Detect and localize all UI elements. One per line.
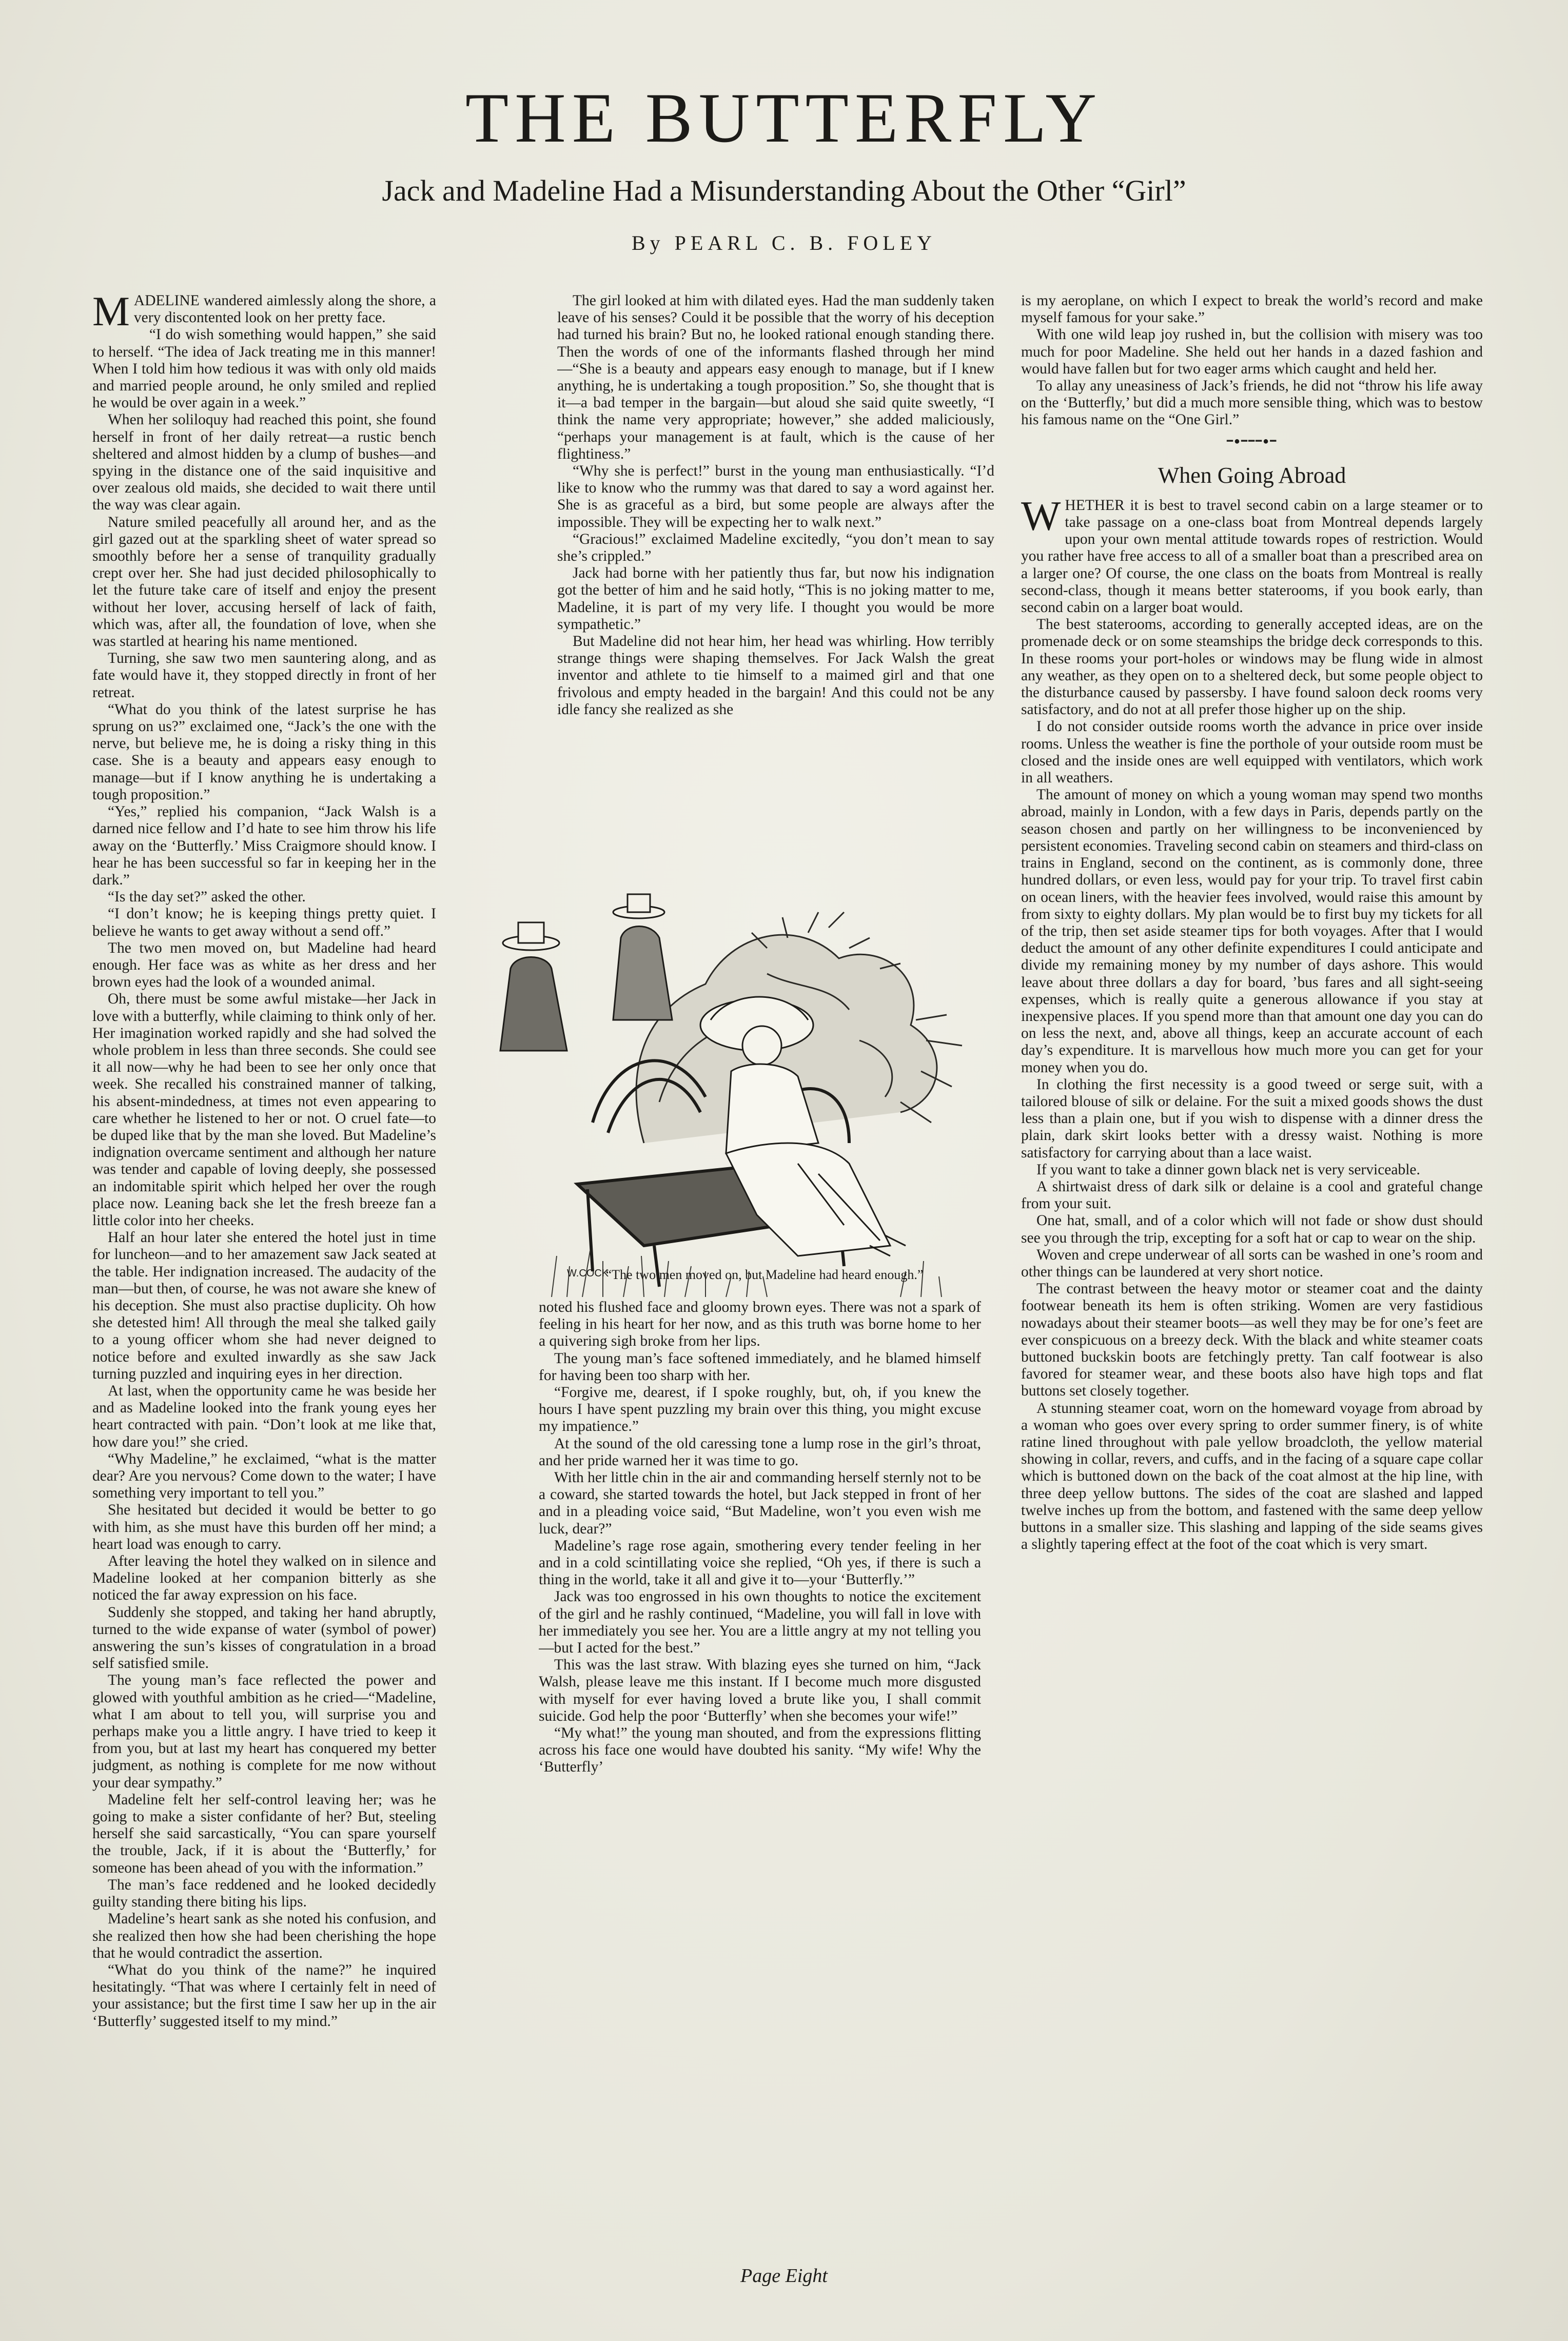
paragraph: After leaving the hotel they walked on in silence and Madeline looked at her companion bitterly as she noticed the far away expression on his face. — [92, 1553, 436, 1604]
drop-cap: M — [92, 292, 130, 335]
paragraph: “My what!” the young man shouted, and from the expressions flitting across his face one would have doubted his sanity. “My wife! Why the ‘Butterfly’ — [539, 1725, 981, 1776]
story-byline: By PEARL C. B. FOLEY — [631, 231, 937, 254]
story-column-2-top — [557, 292, 994, 849]
story-column-3 — [1021, 292, 1483, 2201]
paragraph: Woven and crepe underwear of all sorts can be washed in one’s room and other things can be laundered at very short notice. — [1021, 1246, 1483, 1280]
paragraph: Jack had borne with her patiently thus far, but now his indignation got the better of him and he said hotly, “This is no joking matter to me, Madeline, it is part of my very life. I thought you would be more sympathetic.” — [557, 565, 994, 633]
column-1-body — [92, 292, 436, 2030]
paragraph: A stunning steamer coat, worn on the homeward voyage from abroad by a woman who goes over every spring to order summer finery, is of white ratine lined throughout with pale yellow broadcloth, the yellow material showing in collar, revers, and cuffs, and in the facing of a square cape collar which is buttoned down on the back of the coat almost at the hip line, with three deep yellow buttons. The sides of the coat are slashed and lapped twelve inches up from the bottom, and fastened with the same deep yellow buttons in a smaller size. This slashing and lapping of the side seams gives a slightly tapering effect at the foot of the coat which is very smart. — [1021, 1400, 1483, 1553]
paragraph: I do not consider outside rooms worth the advance in price over inside rooms. Unless the weather is fine the porthole of your outside room must be closed and the inside ones are well equipped with ventilators, which work in all weathers. — [1021, 718, 1483, 786]
paragraph: The amount of money on which a young woman may spend two months abroad, mainly in London, with a few days in Paris, depends partly on the season chosen and partly on her willingness to be inconvenienced by persistent economies. Traveling second cabin on steamers and third-class on trains in England, second on the continent, as is commonly done, three hundred dollars, or even less, would pay for your trip. To travel first cabin on ocean liners, with the heavier fees involved, would raise this amount by from sixty to eighty dollars. My plan would be to first buy my tickets for all of the trip, then set aside steamer tips for both voyages. After that I would deduct the amount of any other definite expenditures I could anticipate and divide my remaining money by my number of days ashore. This would leave about three dollars a day for board, ’bus fares and all sight-seeing expenses, which is really quite a generous allowance if you stay at inexpensive places. If you spend more than that amount one day you can do on less the next, and, above all things, keep an accurate account of each day’s expenditure. It is marvellous how much more you can get for your money when you do. — [1021, 786, 1483, 1076]
paragraph: The two men moved on, but Madeline had heard enough. Her face was as white as her dress and her brown eyes had the look of a wounded animal. — [92, 939, 436, 991]
paragraph: “Gracious!” exclaimed Madeline excitedly, “you don’t mean to say she’s crippled.” — [557, 530, 994, 565]
story-illustration — [490, 856, 1029, 1302]
paragraph: Madeline’s rage rose again, smothering every tender feeling in her and in a cold scintillating voice she replied, “Oh yes, if there is such a thing in the world, take it all and give it to—your ‘Butterfly.’” — [539, 1537, 981, 1588]
paragraph: “Yes,” replied his companion, “Jack Walsh is a darned nice fellow and I’d hate to see him throw his life away on the ‘Butterfly.’ Miss Craigmore should know. I hear he has been successful so far in keeping her in the dark.” — [92, 803, 436, 888]
drop-cap: W — [1021, 492, 1061, 539]
paragraph: At last, when the opportunity came he was beside her and as Madeline looked into the frank young eyes her heart contracted with pain. “Don’t look at me like that, how dare you!” she cried. — [92, 1383, 436, 1450]
paragraph: Nature smiled peacefully all around her, and as the girl gazed out at the sparkling sheet of water spread so smoothly before her a sense of tranquility gradually crept over her. She had just decided philosophically to let the future take care of itself and enjoy the present without her lover, accusing herself of lack of faith, which was, after all, the foundation of love, when she was startled at hearing his name mentioned. — [92, 514, 436, 650]
page-number: Page Eight — [740, 2265, 828, 2287]
paragraph: To allay any uneasiness of Jack’s friends, he did not “throw his life away on the ‘Butterfly,’ but did a much more sensible thing, which was to bestow his famous name on the “One Girl.” — [1021, 378, 1483, 428]
paragraph: With one wild leap joy rushed in, but the collision with misery was too much for poor Madeline. She held out her hands in a dazed fashion and would have fallen but for two eager arms which caught and held her. — [1021, 326, 1483, 377]
paragraph: The young man’s face reflected the power and glowed with youthful ambition as he cried—“Madeline, what I am about to tell you, will surprise you and perhaps make you a little angry. I have tried to keep it from you, but at last my heart has conquered my better judgment, as nothing is complete for me now without your dear sympathy.” — [92, 1672, 436, 1791]
illustration-caption: “The two men moved on, but Madeline had heard enough.” — [605, 1267, 924, 1282]
paragraph: One hat, small, and of a color which will not fade or show dust should see you through the trip, excepting for a soft hat or cap to wear on the ship. — [1021, 1212, 1483, 1246]
paragraph: noted his flushed face and gloomy brown eyes. There was not a spark of feeling in his heart for her now, and as this truth was borne home to her a quivering sigh broke from her lips. — [539, 1299, 981, 1350]
paragraph: “What do you think of the name?” he inquired hesitatingly. “That was where I certainly felt in need of your assistance; but the first time I saw her up in the air ‘Butterfly’ suggested itself to my mind.” — [92, 1961, 436, 2030]
section-heading: When Going Abroad — [1158, 462, 1346, 488]
paragraph: “I do wish something would happen,” she said to herself. “The idea of Jack treating me in this manner! When I told him how tedious it was with only old maids and married people around, he only smiled and replied he would be over again in a week.” — [92, 326, 436, 411]
paragraph: The best staterooms, according to generally accepted ideas, are on the promenade deck or on some steamships the bridge deck corresponds to this. In these rooms your port-holes or windows may be flung wide in almost any weather, as they open on to a sheltered deck, but some people object to the disturbance caused by passersby. I have found saloon deck rooms very satisfactory, and do not at all prefer those higher up on the ship. — [1021, 616, 1483, 718]
paragraph: Half an hour later she entered the hotel just in time for luncheon—and to her amazement saw Jack seated at the table. Her indignation increased. The audacity of the man—but then, of course, he was not aware she knew of his deception. She must also practise duplicity. Oh how she detested him! All through the meal she talked gaily to a young officer whom she had never deigned to notice before and exulted inwardly as she saw Jack turning puzzled and inquiring eyes in her direction. — [92, 1229, 436, 1382]
paragraph: The contrast between the heavy motor or steamer coat and the dainty footwear beneath its hem is often striking. Women are very fastidious nowadays about their steamer boots—as well they may be for one’s feet are ever conspicuous on a breezy deck. With the black and white steamer coats buttoned buckskin boots are fetchingly pretty. Tan calf footwear is also favored for steamer wear, and these boots also have high tops and flat buttons set closely together. — [1021, 1281, 1483, 1400]
story-subtitle: Jack and Madeline Had a Misunderstanding About the Other “Girl” — [382, 174, 1186, 207]
paragraph: At the sound of the old caressing tone a lump rose in the girl’s throat, and her pride warned her it was time to go. — [539, 1435, 981, 1469]
story-column-2-bottom — [539, 1299, 981, 2151]
paragraph: In clothing the first necessity is a good tweed or serge suit, with a tailored blouse of silk or delaine. For the suit a mixed goods shows the dust less than a plain one, but if you wish to dispense with a dinner dress the plain, dark skirt looks better with a dressy waist. Nothing is more satisfactory for carrying about than a lace waist. — [1021, 1076, 1483, 1161]
paragraph: HETHER it is best to travel second cabin on a large steamer or to take passage on a one-class boat from Montreal depends largely upon your own mental attitude towards ropes of restriction. Would you rather have free access to all of a smaller boat than a prescribed area on a larger one? Of course, the one class on the boats from Montreal is really second-class, though it means better staterooms, if you book early, than second cabin on a larger boat would. — [1021, 497, 1483, 616]
paragraph: This was the last straw. With blazing eyes she turned on him, “Jack Walsh, please leave me this instant. If I become much more disgusted with myself for ever having loved a brute like you, I shall commit suicide. God help the poor ‘Butterfly’ when she becomes your wife!” — [539, 1657, 981, 1724]
paragraph: With her little chin in the air and commanding herself sternly not to be a coward, she started towards the hotel, but Jack stepped in front of her and in a pleading voice said, “But Madeline, won’t you even wish me luck, dear?” — [539, 1469, 981, 1537]
paragraph: Madeline’s heart sank as she noted his confusion, and she realized then how she had been cherishing the hope that he would contradict the assertion. — [92, 1911, 436, 1961]
two-men-figures — [500, 894, 672, 1051]
story-column-1 — [92, 292, 436, 2196]
paragraph: “Is the day set?” asked the other. — [108, 889, 306, 906]
paragraph: Turning, she saw two men sauntering along, and as fate would have it, they stopped directly in front of her retreat. — [92, 650, 436, 701]
paragraph: She hesitated but decided it would be better to go with him, as she must have this burden off her mind; a heart load was enough to carry. — [92, 1502, 436, 1552]
paragraph: The young man’s face softened immediately, and he blamed himself for having been too sharp with her. — [539, 1350, 981, 1384]
paragraph: “What do you think of the latest surprise he has sprung on us?” exclaimed one, “Jack’s the one with the nerve, but believe me, he is doing a risky thing in this case. She is a beauty and appears easy enough to manage—but if I know anything he is undertaking a tough proposition.” — [92, 701, 436, 803]
paragraph: But Madeline did not hear him, her head was whirling. How terribly strange things were shaping themselves. For Jack Walsh the great inventor and athlete to tie himself to a maimed girl and that one frivolous and empty headed in the bargain! And this could not be any idle fancy she realized as she — [557, 633, 994, 718]
paragraph: Madeline felt her self-control leaving her; was he going to make a sister confidante of her? But, steeling herself she said sarcastically, “You can spare yourself the trouble, Jack, if it is about the ‘Butterfly,’ for someone has been ahead of you with the information.” — [92, 1791, 436, 1876]
section-divider: ━●━━━●━ — [1226, 435, 1278, 447]
paragraph: The man’s face reddened and he looked decidedly guilty standing there biting his lips. — [92, 1876, 436, 1911]
paragraph: A shirtwaist dress of dark silk or delaine is a cool and grateful change from your suit. — [1021, 1178, 1483, 1212]
abroad-article-body — [1021, 492, 1483, 1553]
story-ending — [1021, 292, 1483, 429]
paragraph: The girl looked at him with dilated eyes. Had the man suddenly taken leave of his senses? Could it be possible that the worry of his deception had turned his brain? But no, he looked rational enough standing there. Then the words of one of the informants flashed through her mind—“She is a beauty and appears easy enough to manage, but if I knew anything, he is undertaking a tough proposition.” So, she thought that is it—a bad temper in the bargain—but aloud she said quite sweetly, “I think the name very appropriate; however,” she added maliciously, “perhaps your management is at fault, which is the cause of her flightiness.” — [557, 292, 994, 462]
paragraph: “Forgive me, dearest, if I spoke roughly, but, oh, if you knew the hours I have spent puzzling my brain over this thing, you might excuse my impatience.” — [539, 1384, 981, 1435]
paragraph: “I don’t know; he is keeping things pretty quiet. I believe he wants to get away without a send off.” — [92, 906, 436, 939]
story-title: THE BUTTERFLY — [465, 78, 1103, 157]
paragraph: “Why Madeline,” he exclaimed, “what is the matter dear? Are you nervous? Come down to the water; I have something very important to tell you.” — [92, 1450, 436, 1502]
artist-signature: W.COCK — [567, 1268, 609, 1279]
paragraph: “Why she is perfect!” burst in the young man enthusiastically. “I’d like to know who the rummy was that dared to say a word against her. She is as graceful as a bird, but some people are always after the impossible. They will be expecting her to walk next.” — [557, 463, 994, 530]
paragraph: Jack was too engrossed in his own thoughts to notice the excitement of the girl and he rashly continued, “Madeline, you will fall in love with her immediately you see her. You are a little angry at my not telling you—but I acted for the best.” — [539, 1588, 981, 1657]
paragraph: is my aeroplane, on which I expect to break the world’s record and make myself famous for your sake.” — [1021, 292, 1483, 326]
paragraph: Suddenly she stopped, and taking her hand abruptly, turned to the wide expanse of water (symbol of power) answering the sun’s kisses of congratulation in a broad self satisfied smile. — [92, 1604, 436, 1672]
paragraph: If you want to take a dinner gown black net is very serviceable. — [1036, 1161, 1420, 1178]
paragraph: ADELINE wandered aimlessly along the shore, a very discontented look on her pretty face. — [133, 292, 436, 326]
paragraph: When her soliloquy had reached this point, she found herself in front of her daily retreat—a rustic bench sheltered and almost hidden by a clump of bushes—and spying in the distance one of the said inquisitive and over zealous old maids, she decided to wait there until the way was clear again. — [92, 411, 436, 514]
paragraph: Oh, there must be some awful mistake—her Jack in love with a butterfly, while claiming to think only of her. Her imagination worked rapidly and she had solved the whole problem in less than three seconds. She could see it all now—why he had been to see her only once that week. She recalled his constrained manner of talking, his absent-mindedness, at times not even appearing to care whether he listened to her or not. O cruel fate—to be duped like that by the man she loved. But Madeline’s indignation overcame sentiment and although her nature was tender and capable of loving deeply, she possessed an indomitable spirit which helped her over the rough place now. Leaning back she let the fresh breeze fan a little color into her cheeks. — [92, 991, 436, 1229]
